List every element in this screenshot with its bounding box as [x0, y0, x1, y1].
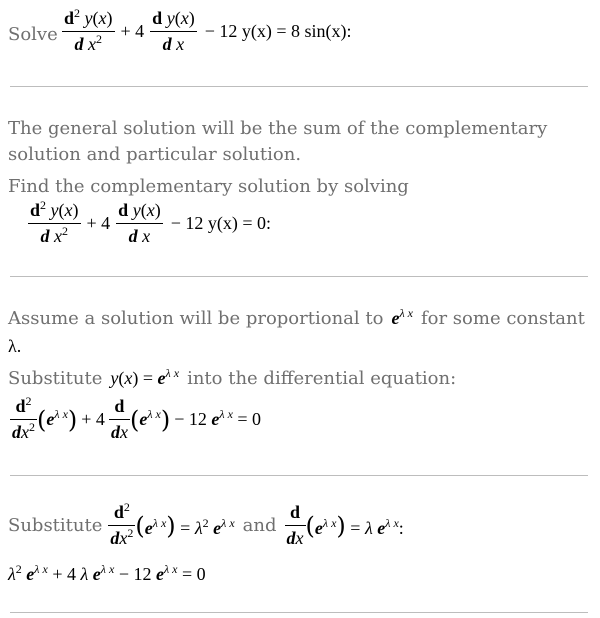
main-equation: $\frac{d^2 y(x)}{d x^2}$ + 4 $\frac{\text{d y(x)}}{\text{d x}}$ − 12 y(x) = 8 sin(x):: [64, 6, 352, 54]
substitute-line: [8, 368, 456, 389]
substitute-expr: $y(x) = e^{\lambda x}$: [110, 366, 180, 388]
substitute-tail: into the differential equation:: [187, 368, 457, 389]
substitute-derivatives-line: Substitute $\frac{d^2}{dx^2}$ $(e^{\lambda x}) = \lambda^2$ $e^{\lambda x}$ and $\frac{d}{dx}$ $(e^{\lambda x}) = \lambda$ $e^{\lambda x}$:: [8, 500, 404, 548]
solve-label: Solve: [8, 24, 58, 45]
characteristic-expression: $\lambda^2$ $e^{\lambda x} + 4$ λ $e^{\lambda x} - 12$ $e^{\lambda x} = 0$: [8, 562, 206, 584]
divider-1: [10, 86, 588, 87]
homog-first-derivative: $\frac{\text{d y(x)}}{\text{d x}}$: [118, 200, 161, 246]
divider-3: [10, 475, 588, 476]
assume-text: Assume a solution will be proportional to: [8, 308, 384, 329]
substituted-equation: $\frac{d^2}{dx^2}$ ( $e^{\lambda x}$ ) + 4 $\frac{d}{dx}$ ( $e^{\lambda x}$ ) − 12 $e^{\lambda x} = 0$: [12, 394, 262, 442]
lambda-line: λ.: [8, 336, 22, 356]
exp-term: $e^{\lambda x}$: [391, 306, 413, 328]
assume-line: [8, 308, 585, 329]
d-operator: $\frac{d}{dx}$: [110, 396, 128, 442]
general-solution-line-1: The general solution will be the sum of the complementary: [8, 118, 548, 139]
second-derivative-fraction: $\frac{d^2 y(x)}{d x^2}$: [64, 6, 113, 54]
first-derivative-fraction: $\frac{\text{d y(x)}}{\text{d x}}$: [152, 8, 195, 54]
general-solution-line-2: solution and particular solution.: [8, 144, 302, 165]
homogeneous-equation: $\frac{d^2 y(x)}{d x^2}$ + 4 $\frac{\text{d y(x)}}{\text{d x}}$ − 12 y(x) = 0:: [30, 198, 271, 246]
homog-equation-tail: − 12 y(x) = 0:: [170, 213, 271, 233]
d2-operator: $\frac{d^2}{dx^2}$: [12, 394, 35, 442]
homog-second-derivative: $\frac{d^2 y(x)}{d x^2}$: [30, 198, 79, 246]
main-equation-tail: − 12 y(x) = 8 sin(x):: [204, 21, 352, 41]
divider-4: [10, 612, 588, 613]
and-text: and: [242, 515, 277, 536]
substitute-text-2: Substitute: [8, 515, 103, 536]
complementary-instruction: Find the complementary solution by solving: [8, 176, 409, 197]
assume-tail: for some constant: [420, 308, 585, 329]
d-operator-2: $\frac{d}{dx}$: [286, 502, 304, 548]
d2-operator-2: $\frac{d^2}{dx^2}$: [110, 500, 134, 548]
substitute-text: Substitute: [8, 368, 103, 389]
divider-2: [10, 276, 588, 277]
